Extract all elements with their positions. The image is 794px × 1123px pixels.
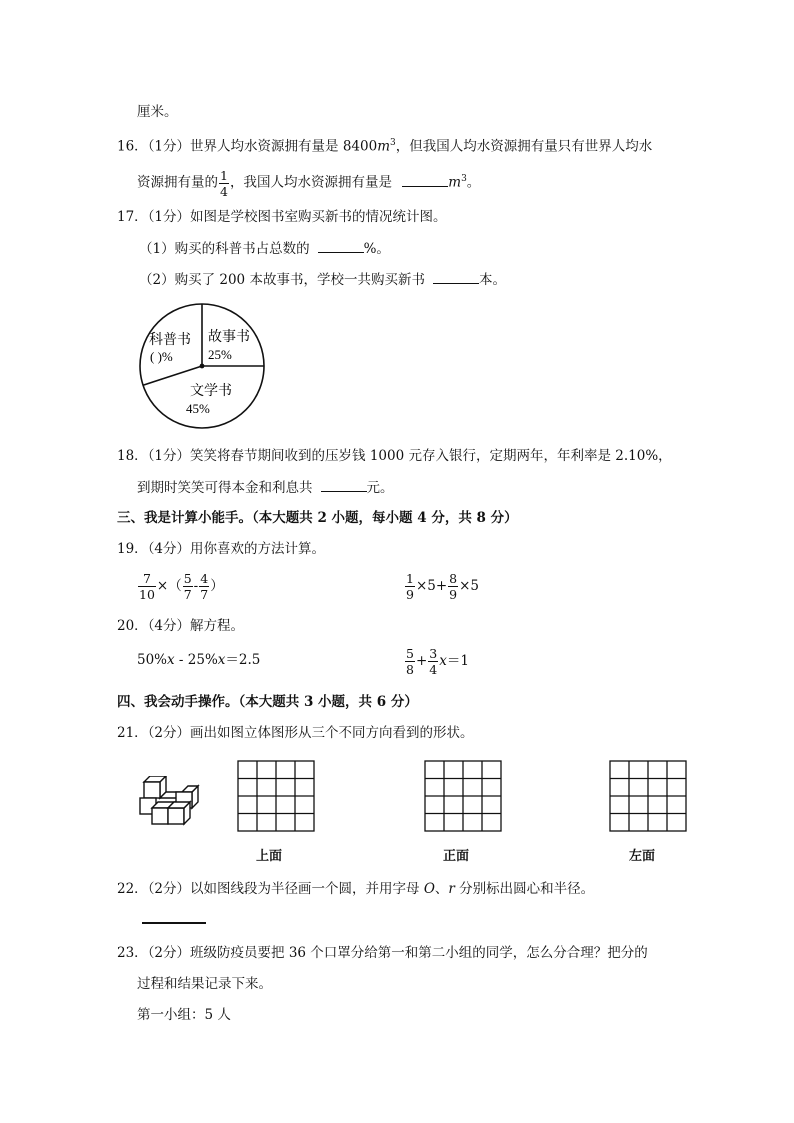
section-3-heading: 三、我是计算小能手。（本大题共 2 小题，每小题 4 分，共 8 分） — [117, 510, 518, 526]
answer-blank[interactable] — [402, 172, 448, 187]
question-17: 17．（1分）如图是学校图书室购买新书的情况统计图。 — [117, 209, 447, 225]
fraction: $\frac{1}{4}$ — [220, 167, 228, 199]
cube-solid-figure — [136, 776, 208, 830]
question-number: 22． — [117, 881, 148, 897]
question-16-line2: 资源拥有量的 $\frac{1}{4}$ ，我国人均水资源拥有量是 $m^3$。 — [137, 167, 481, 199]
question-score: （2分） — [147, 881, 191, 897]
question-score: （2分） — [147, 725, 191, 741]
slice-label-literature: 文学书 — [190, 384, 232, 399]
question-23-line1: 23．（2分）班级防疫员要把 36 个口罩分给第一和第二小组的同学，怎么分合理？把分的 — [117, 945, 648, 961]
question-number: 20． — [117, 618, 148, 634]
slice-value-story: 25% — [208, 347, 232, 362]
question-17-sub1: （1）购买的科普书占总数的 %。 — [139, 238, 390, 259]
question-17-sub2: （2）购买了 200 本故事书，学校一共购买新书 本。 — [139, 269, 506, 290]
question-number: 17． — [117, 209, 148, 225]
q20-equation-1: 50%x - 25%x＝2.5 — [137, 652, 261, 668]
pie-chart — [136, 301, 268, 431]
section-4-heading: 四、我会动手操作。（本大题共 3 小题，共 6 分） — [117, 694, 418, 710]
question-score: （4分） — [147, 541, 191, 557]
question-number: 18． — [117, 448, 148, 464]
answer-blank[interactable] — [433, 269, 479, 284]
question-20: 20．（4分）解方程。 — [117, 618, 245, 634]
question-score: （1分） — [147, 448, 191, 464]
question-score: （2分） — [147, 945, 191, 961]
question-score: （1分） — [147, 138, 191, 155]
question-18-line2: 到期时笑笑可得本金和利息共 元。 — [137, 477, 394, 498]
slice-value-literature: 45% — [186, 401, 210, 416]
slice-value-science: ( )% — [150, 349, 173, 364]
slice-label-story: 故事书 — [208, 330, 250, 345]
grid-top-view[interactable] — [237, 760, 315, 832]
question-23-line3: 第一小组：5 人 — [137, 1007, 231, 1023]
question-number: 19． — [117, 541, 148, 557]
question-number: 16． — [117, 138, 148, 155]
question-score: （1分） — [147, 209, 191, 225]
question-number: 23． — [117, 945, 148, 961]
slice-label-science: 科普书 — [149, 333, 191, 348]
question-22: 22．（2分）以如图线段为半径画一个圆，并用字母 O、r 分别标出圆心和半径。 — [117, 881, 595, 897]
q20-equation-2: $\frac{5}{8}$ + $\frac{3}{4}$ x＝1 — [406, 646, 469, 677]
question-21: 21．（2分）画出如图立体图形从三个不同方向看到的形状。 — [117, 725, 474, 741]
grid-label-left: 左面 — [629, 849, 656, 864]
answer-blank[interactable] — [318, 238, 364, 253]
grid-label-front: 正面 — [443, 849, 470, 864]
question-number: 21． — [117, 725, 148, 741]
grid-front-view[interactable] — [424, 760, 502, 832]
q19-expression-1: $\frac{7}{10}$ ×（ $\frac{5}{7}$ - $\frac{4}{7}$ ） — [139, 571, 224, 602]
question-score: （4分） — [147, 618, 191, 634]
question-16-line1: 16．（1分）世界人均水资源拥有量是 $8400m^3$，但我国人均水资源拥有量只有世界人均水 — [117, 138, 653, 155]
question-23-line2: 过程和结果记录下来。 — [137, 976, 272, 992]
pie-divider-left — [143, 366, 202, 385]
carry-over-text: 厘米。 — [137, 104, 178, 120]
question-19: 19．（4分）用你喜欢的方法计算。 — [117, 541, 326, 557]
pie-center-dot — [200, 364, 205, 369]
q19-expression-2: $\frac{1}{9}$ ×5+ $\frac{8}{9}$ ×5 — [406, 571, 480, 602]
answer-blank[interactable] — [321, 477, 367, 492]
radius-line-segment — [142, 922, 206, 924]
question-18-line1: 18．（1分）笑笑将春节期间收到的压岁钱 1000 元存入银行，定期两年，年利率是 2.10%， — [117, 448, 672, 464]
grid-left-view[interactable] — [609, 760, 687, 832]
grid-label-top: 上面 — [256, 849, 283, 864]
